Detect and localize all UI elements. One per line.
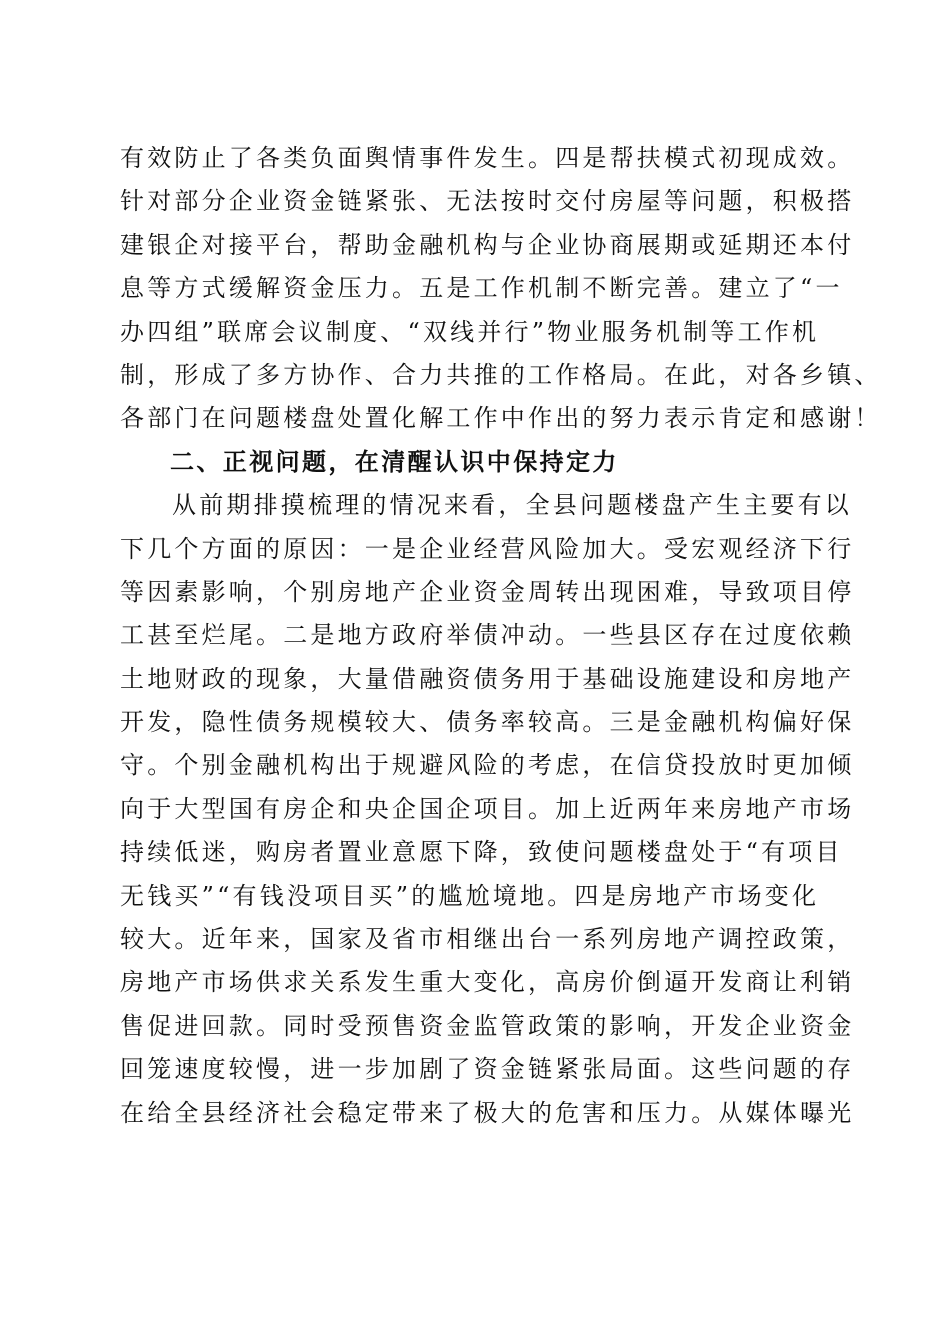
section-heading: 二、正视问题，在清醒认识中保持定力 xyxy=(170,447,619,476)
paragraph-line: 开发，隐性债务规模较大、债务率较高。三是金融机构偏好保 xyxy=(120,708,855,737)
paragraph-line: 回笼速度较慢，进一步加剧了资金链紧张局面。这些问题的存 xyxy=(120,1055,855,1084)
paragraph-line: 向于大型国有房企和央企国企项目。加上近两年来房地产市场 xyxy=(120,794,855,823)
paragraph-line: 针对部分企业资金链紧张、无法按时交付房屋等问题，积极搭 xyxy=(120,187,855,216)
paragraph-line: 房地产市场供求关系发生重大变化，高房价倒逼开发商让利销 xyxy=(120,968,855,997)
paragraph-line: 售促进回款。同时受预售资金监管政策的影响，开发企业资金 xyxy=(120,1011,855,1040)
paragraph-2 xyxy=(120,484,855,1135)
paragraph-line: 制，形成了多方协作、合力共推的工作格局。在此，对各乡镇、 xyxy=(120,360,882,389)
paragraph-1 xyxy=(120,137,882,441)
paragraph-line: 较大。近年来，国家及省市相继出台一系列房地产调控政策， xyxy=(120,925,855,954)
paragraph-line: 有效防止了各类负面舆情事件发生。四是帮扶模式初现成效。 xyxy=(120,144,855,172)
paragraph-line: 守。个别金融机构出于规避风险的考虑，在信贷投放时更加倾 xyxy=(120,751,855,780)
paragraph-line: 下几个方面的原因：一是企业经营风险加大。受宏观经济下行 xyxy=(120,534,855,563)
paragraph-line: 建银企对接平台，帮助金融机构与企业协商展期或延期还本付 xyxy=(120,230,855,259)
paragraph-line: 土地财政的现象，大量借融资债务用于基础设施建设和房地产 xyxy=(120,664,855,693)
paragraph-line: 工甚至烂尾。二是地方政府举债冲动。一些县区存在过度依赖 xyxy=(120,621,855,650)
paragraph-line: 各部门在问题楼盘处置化解工作中作出的努力表示肯定和感谢！ xyxy=(120,404,882,433)
paragraph-line: 从前期排摸梳理的情况来看，全县问题楼盘产生主要有以 xyxy=(172,491,852,520)
paragraph-line: 持续低迷，购房者置业意愿下降，致使问题楼盘处于“有项目 xyxy=(120,838,843,867)
document-body xyxy=(120,137,882,1135)
paragraph-line: 在给全县经济社会稳定带来了极大的危害和压力。从媒体曝光 xyxy=(120,1098,855,1127)
paragraph-line: 无钱买”“有钱没项目买”的尴尬境地。四是房地产市场变化 xyxy=(120,881,820,910)
paragraph-line: 办四组”联席会议制度、“双线并行”物业服务机制等工作机 xyxy=(120,317,820,346)
paragraph-line: 息等方式缓解资金压力。五是工作机制不断完善。建立了“一 xyxy=(120,274,843,303)
paragraph-line: 等因素影响，个别房地产企业资金周转出现困难，导致项目停 xyxy=(120,577,855,606)
